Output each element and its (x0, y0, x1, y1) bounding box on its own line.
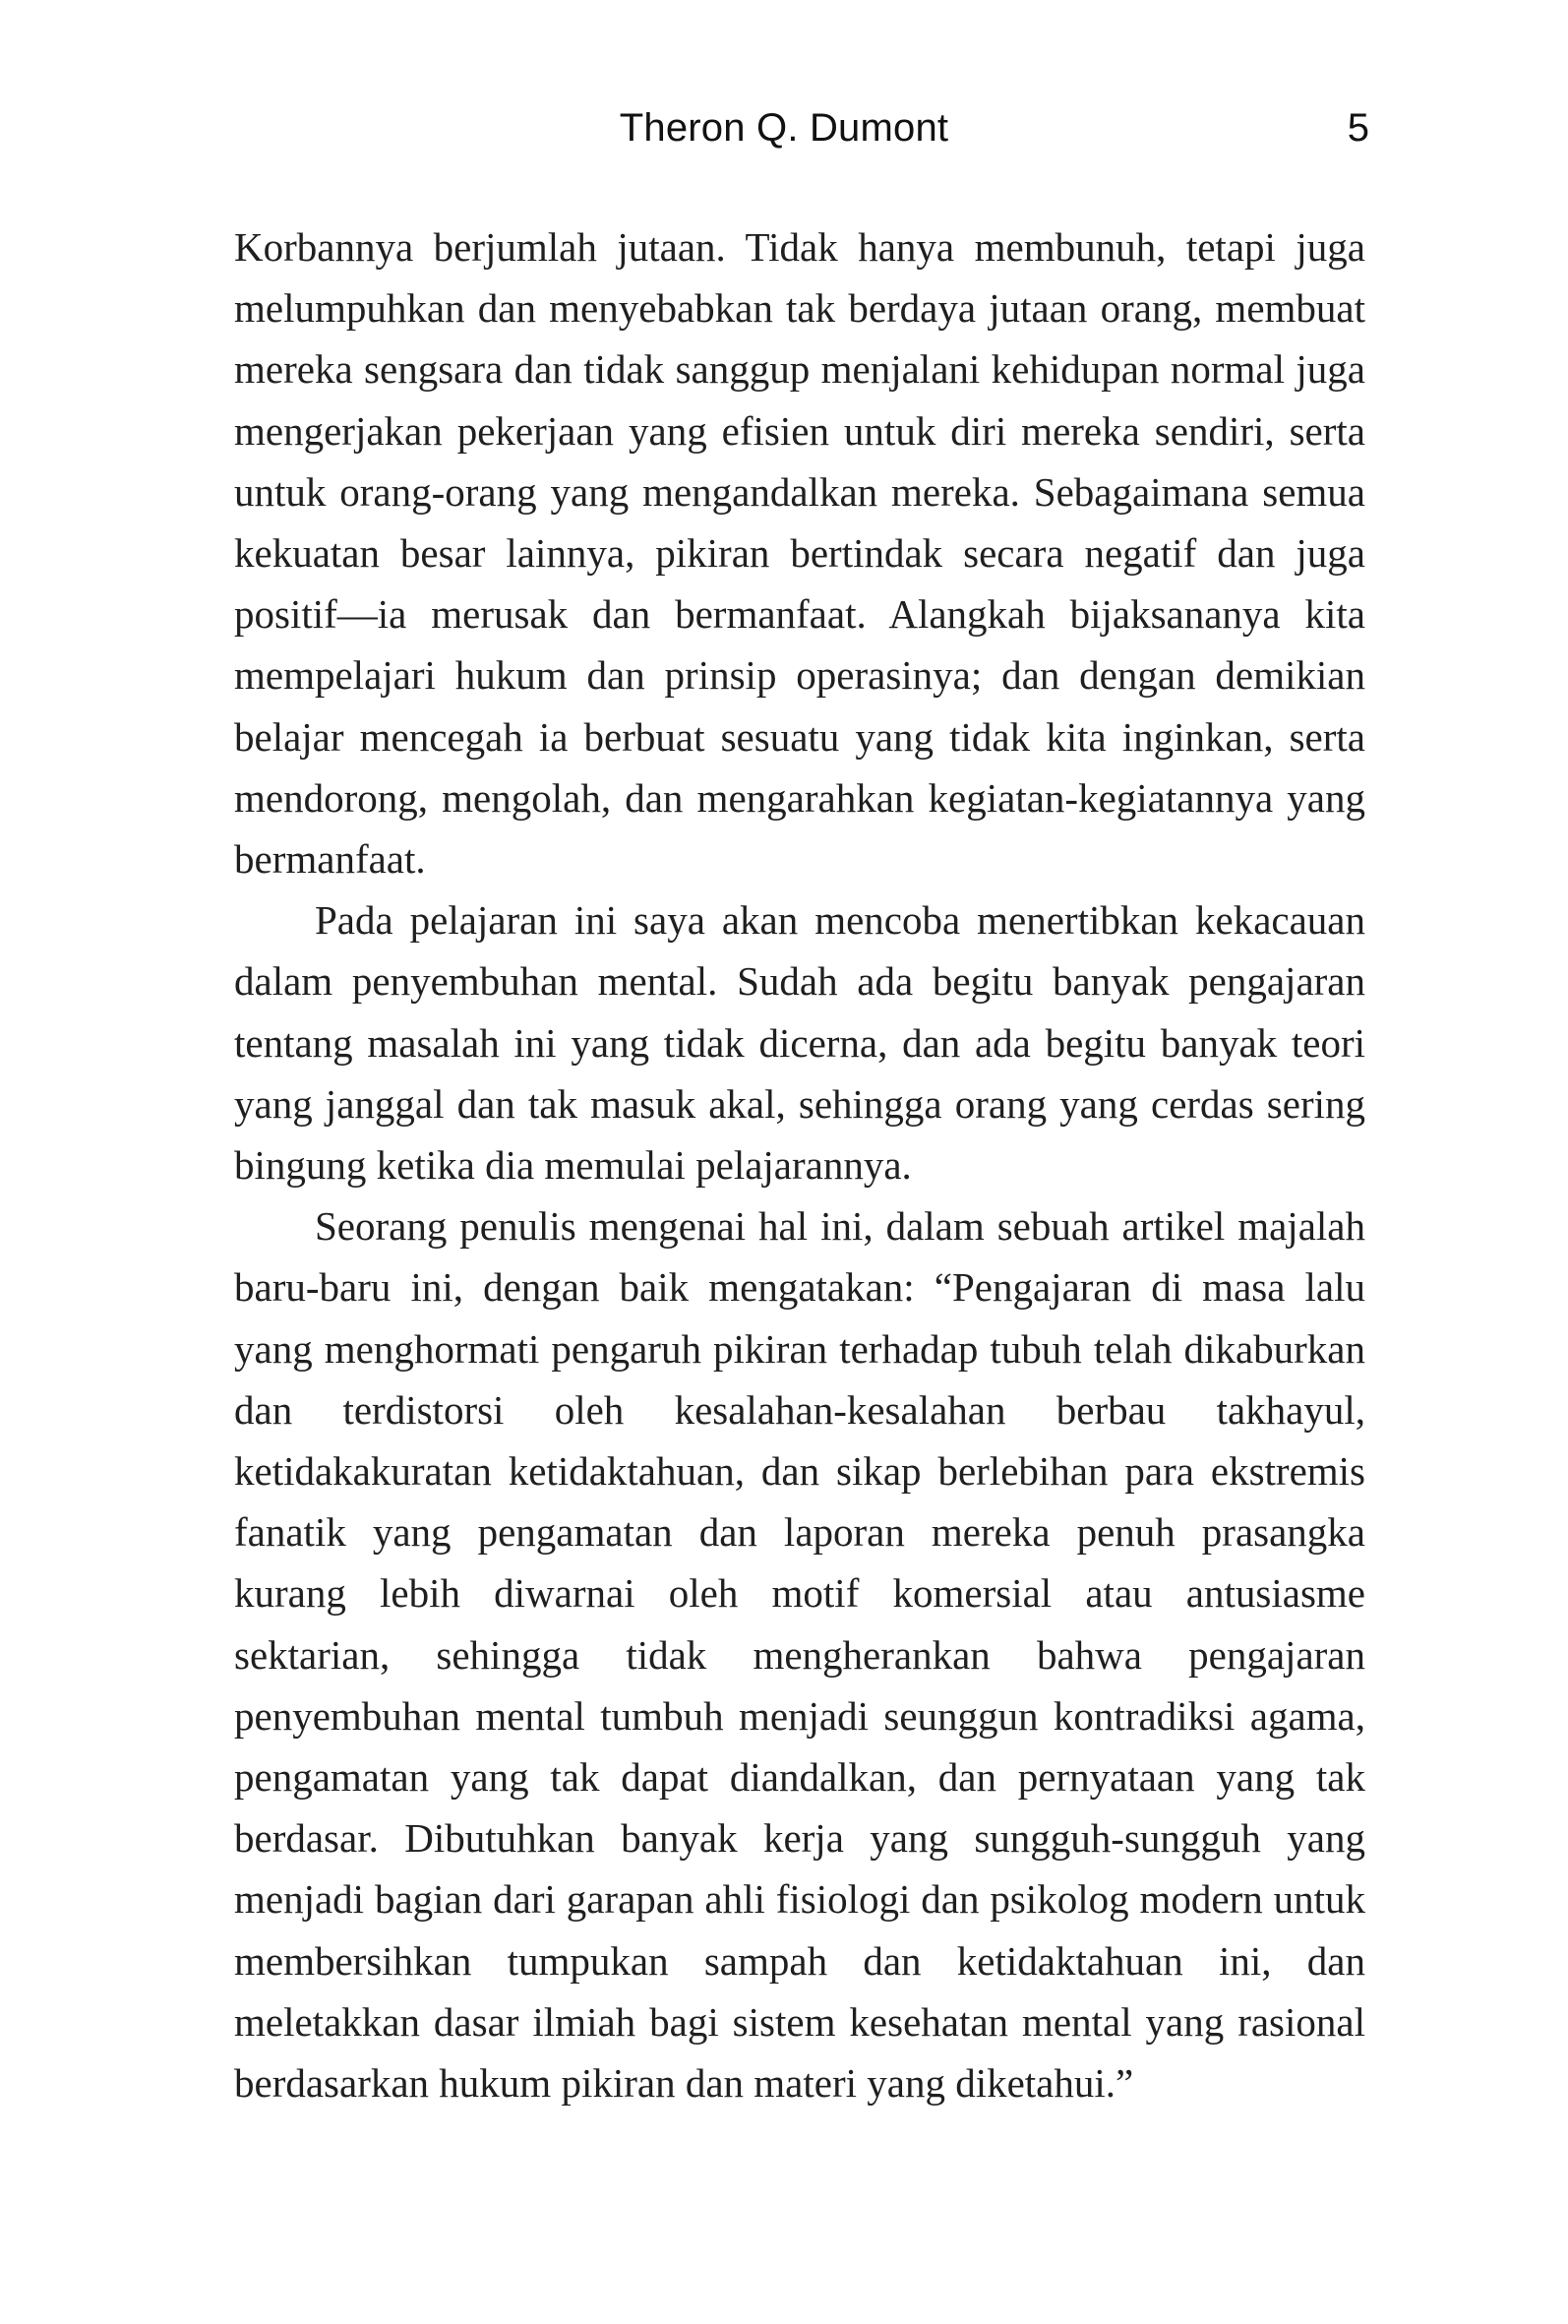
running-head: Theron Q. Dumont (619, 106, 949, 150)
paragraph-2: Pada pelajaran ini saya akan mencoba menertibkan kekacauan dalam penyembuhan mental. Sudah ada begitu banyak pengajaran tentang masalah ini yang tidak dicerna, dan ada begitu banyak teori yang janggal dan tak masuk akal, sehingga orang yang cerdas sering bingung ketika dia memulai pelajarannya. (234, 897, 1365, 1189)
page-header (0, 106, 1568, 165)
paragraph-3: Seorang penulis mengenai hal ini, dalam sebuah artikel majalah baru-baru ini, dengan baik mengatakan: “Pengajaran di masa lalu yang menghormati pengaruh pikiran terhadap tubuh telah dikaburkan dan terdistorsi oleh kesalahan-kesalahan berbau takhayul, ketidakakuratan ketidaktahuan, dan sikap berlebihan para ekstremis fanatik yang pengamatan dan laporan mereka penuh prasangka kurang lebih diwarnai oleh motif komersial atau antusiasme sektarian, sehingga tidak mengherankan bahwa pengajaran penyembuhan mental tumbuh menjadi seunggun kontradiksi agama, pengamatan yang tak dapat diandalkan, dan pernyataan yang tak berdasar. Dibutuhkan banyak kerja yang sungguh-sungguh yang menjadi bagian dari garapan ahli fisiologi dan psikolog modern untuk membersihkan tumpukan sampah dan ketidaktahuan ini, dan meletakkan dasar ilmiah bagi sistem kesehatan mental yang rasional berdasarkan hukum pikiran dan materi yang diketahui.” (234, 1203, 1365, 2107)
paragraph-1: Korbannya berjumlah jutaan. Tidak hanya membunuh, tetapi juga melumpuhkan dan menyebabkan tak berdaya jutaan orang, membuat mereka sengsara dan tidak sanggup menjalani kehidupan normal juga mengerjakan pekerjaan yang efisien untuk diri mereka sendiri, serta untuk orang-orang yang mengandalkan mereka. Sebagaimana semua kekuatan besar lainnya, pikiran bertindak secara negatif dan juga positif—ia merusak dan bermanfaat. Alangkah bijaksananya kita mempelajari hukum dan prinsip operasinya; dan dengan demikian belajar mencegah ia berbuat sesuatu yang tidak kita inginkan, serta mendorong, mengolah, dan mengarahkan kegiatan-kegiatannya yang bermanfaat. (234, 224, 1365, 883)
body-text (234, 216, 1365, 2113)
page-number: 5 (1347, 106, 1369, 150)
